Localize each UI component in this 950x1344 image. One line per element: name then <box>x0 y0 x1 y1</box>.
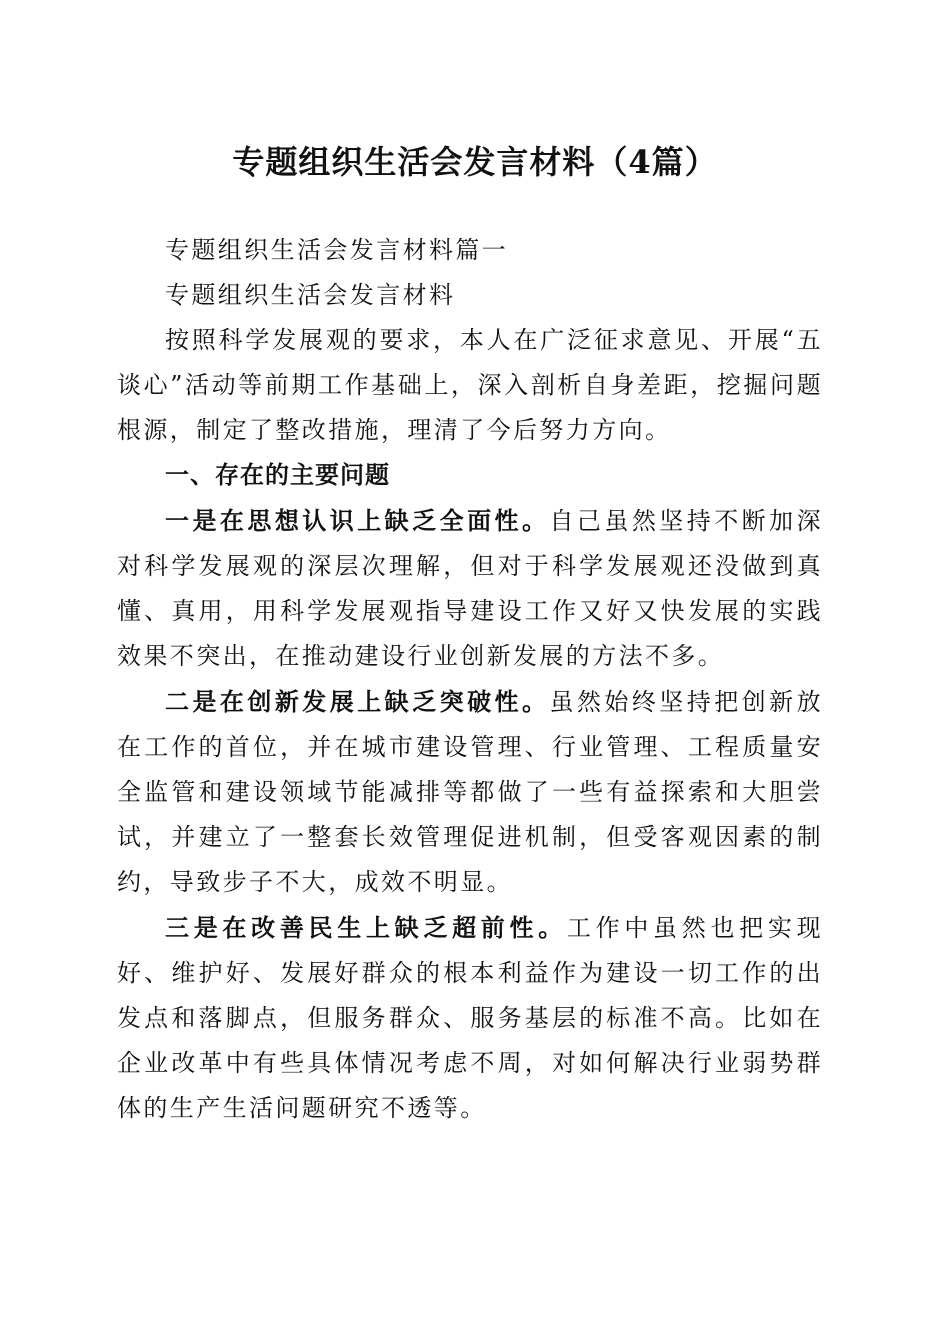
document-body <box>117 228 823 1131</box>
point-1-lead: 一是在思想认识上缺乏全面性。 <box>165 506 550 535</box>
point-3-text: 工作中虽然也把实现好、维护好、发展好群众的根本利益作为建设一切工作的出发点和落脚点，但服务群众、服务基层的标准不高。比如在企业改革中有些具体情况考虑不周，对如何解决行业弱势群体的生产生活问题研究不透等。 <box>117 914 823 1122</box>
point-1-text: 自己虽然坚持不断加深对科学发展观的深层次理解，但对于科学发展观还没做到真懂、真用，用科学发展观指导建设工作又好又快发展的实践效果不突出，在推动建设行业创新发展的方法不多。 <box>117 507 823 670</box>
point-1-paragraph <box>117 498 823 679</box>
subtitle-secondary: 专题组织生活会发言材料 <box>165 281 456 309</box>
point-2-text: 虽然始终坚持把创新放在工作的首位，并在城市建设管理、行业管理、工程质量安全监管和建设领域节能减排等都做了一些有益探索和大胆尝试，并建立了一整套长效管理促进机制，但受客观因素的制约，导致步子不大，成效不明显。 <box>117 688 823 896</box>
point-3-paragraph <box>117 905 823 1131</box>
point-2-paragraph <box>117 679 823 905</box>
intro-paragraph: 按照科学发展观的要求，本人在广泛征求意见、开展“五谈心”活动等前期工作基础上，深入剖析自身差距，挖掘问题根源，制定了整改措施，理清了今后努力方向。 <box>117 326 823 444</box>
document-title: 专题组织生活会发言材料（4篇） <box>232 143 718 181</box>
point-2-lead: 二是在创新发展上缺乏突破性。 <box>165 687 550 716</box>
point-3-lead: 三是在改善民生上缺乏超前性。 <box>165 913 567 942</box>
section-heading: 一、存在的主要问题 <box>165 461 390 489</box>
subtitle: 专题组织生活会发言材料篇一 <box>165 236 509 264</box>
